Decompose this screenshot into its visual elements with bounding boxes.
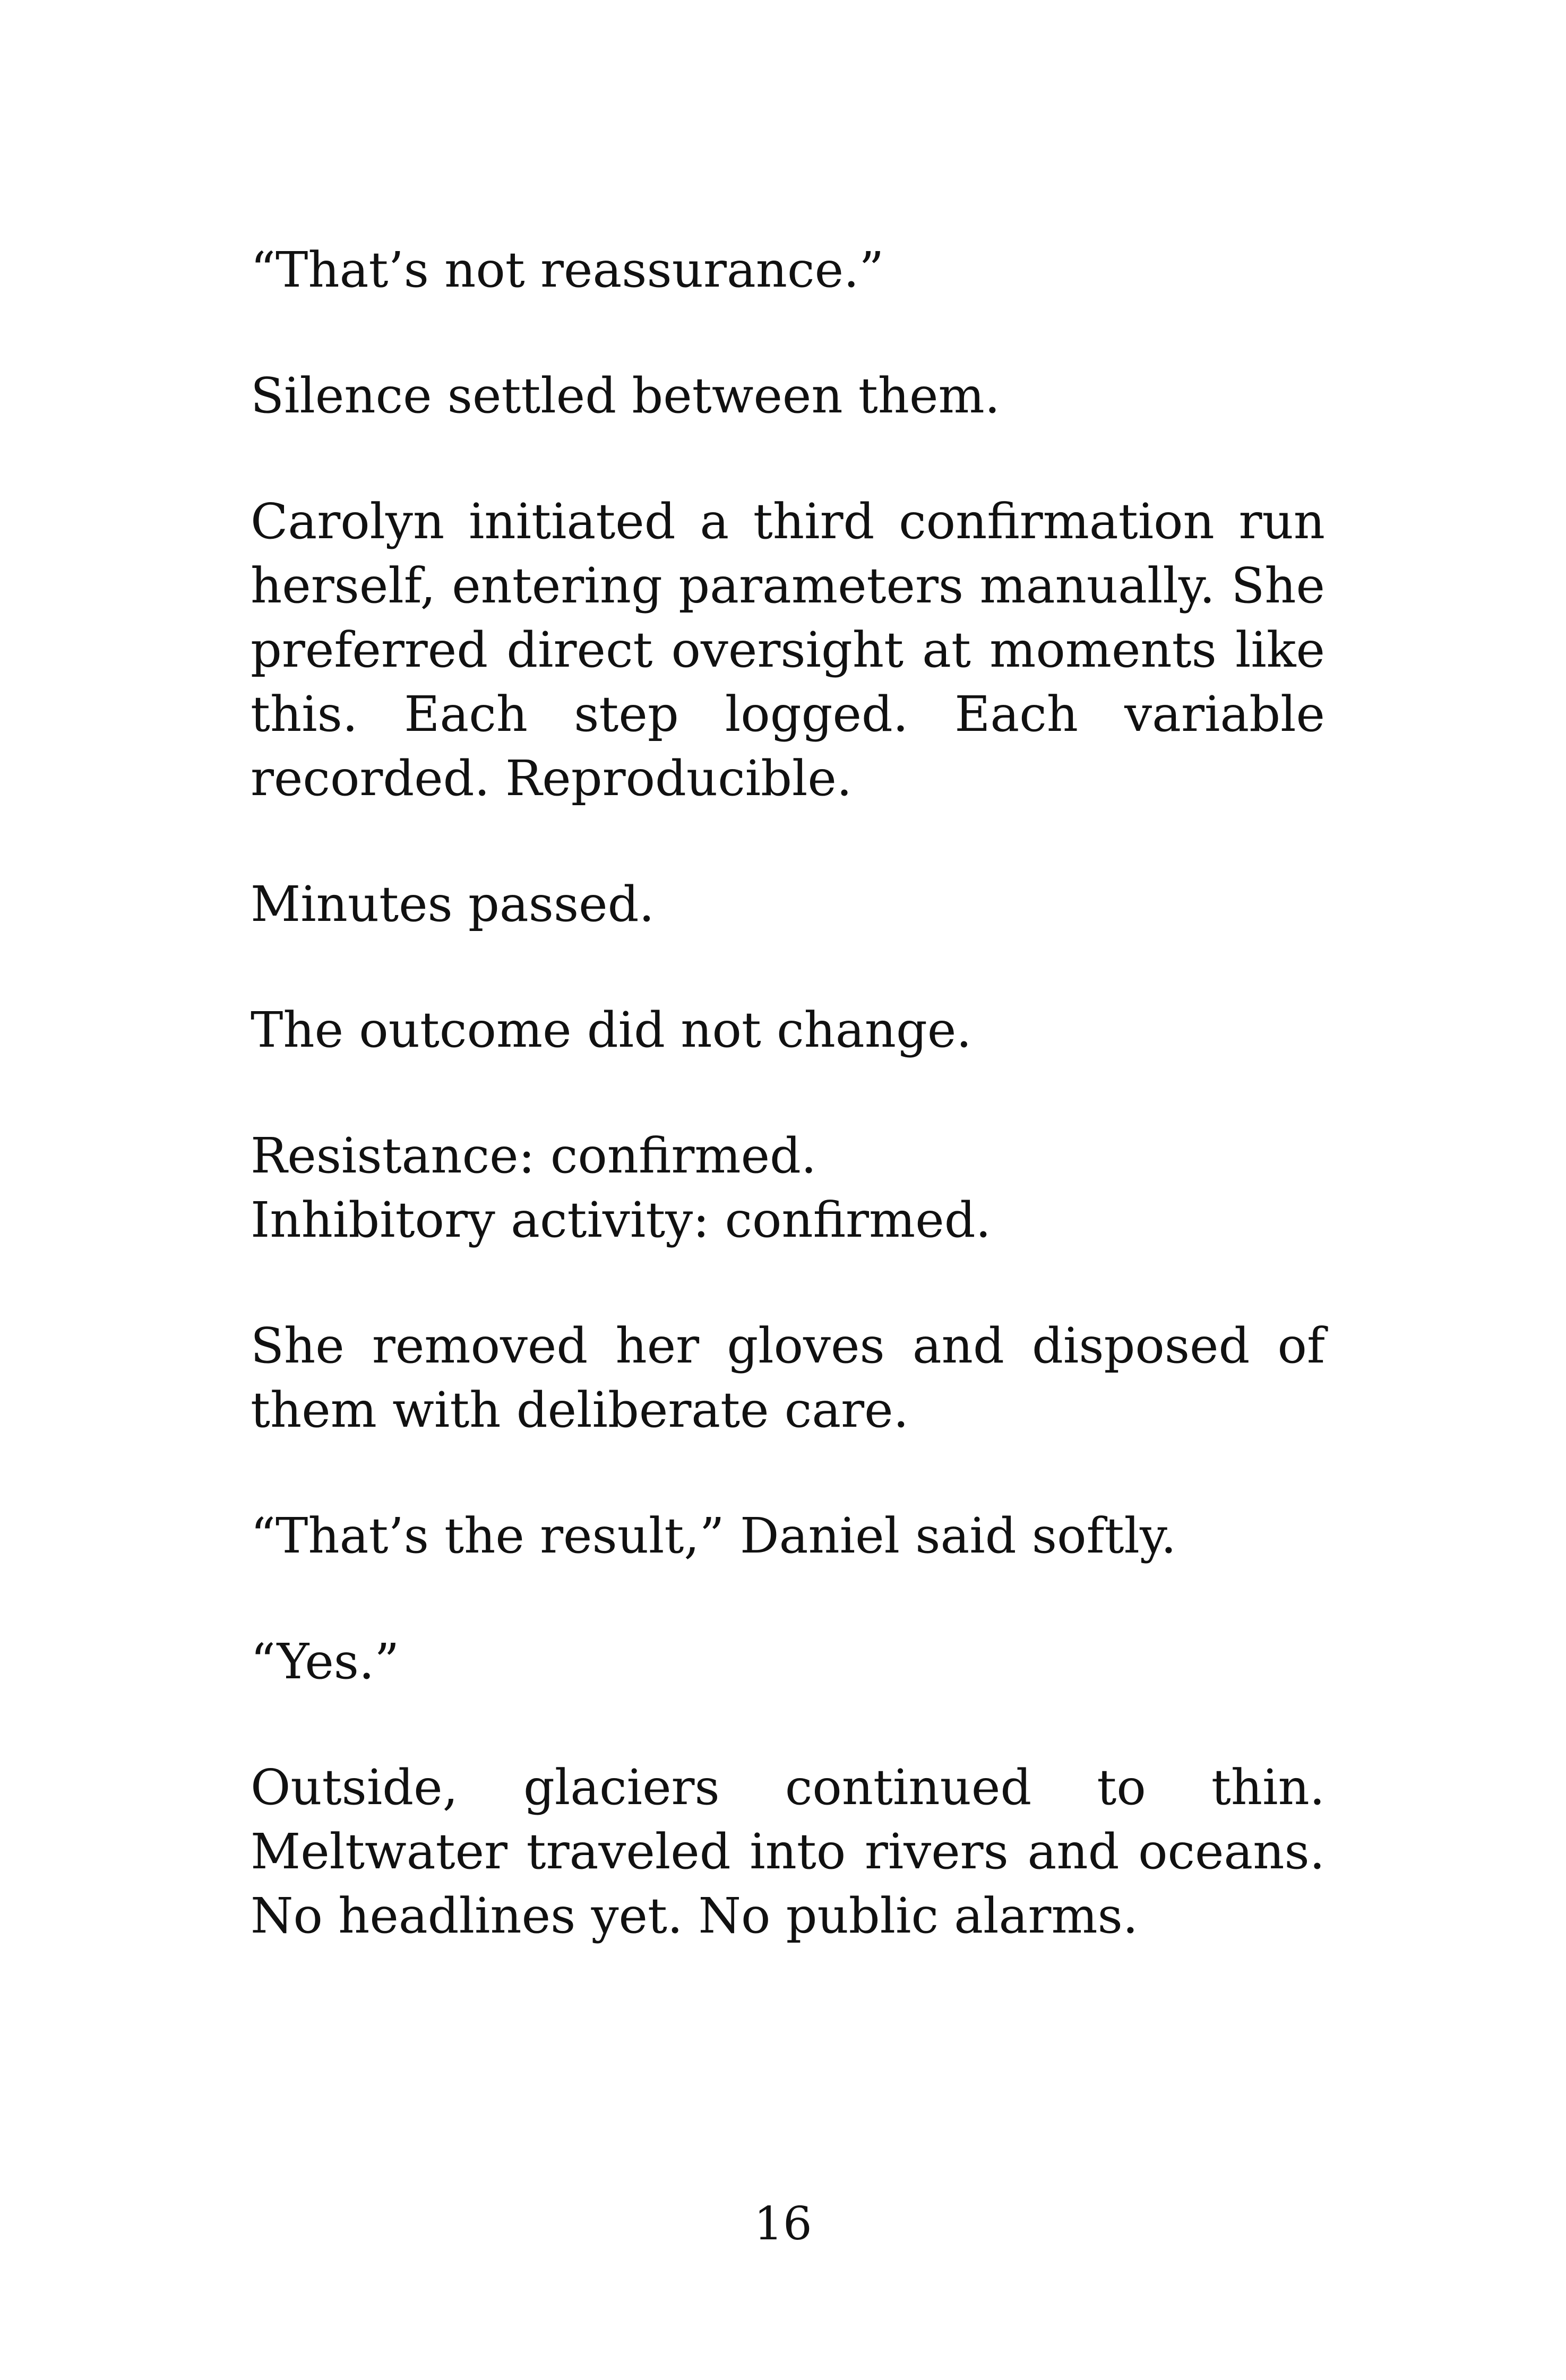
paragraph-yes: “Yes.” xyxy=(251,1633,400,1690)
paragraph-daniel-result: “That’s the result,” Daniel said softly. xyxy=(251,1507,1176,1564)
paragraph-outcome: The outcome did not change. xyxy=(251,1002,972,1058)
paragraph-confirmation-run: Carolyn initiated a third confirmation run herself, entering parameters manually. She preferred direct oversight at moments like this. Each step logged. Each variable recorded. Reproducible. xyxy=(251,493,1325,807)
paragraph-minutes-passed: Minutes passed. xyxy=(251,876,655,933)
paragraph-gloves: She removed her gloves and disposed of them with deliberate care. xyxy=(251,1317,1325,1438)
page-body-text xyxy=(251,238,1325,2010)
paragraph-silence: Silence settled between them. xyxy=(251,367,1000,424)
paragraph-reassurance: “That’s not reassurance.” xyxy=(251,242,884,298)
result-inhibitory-activity: Inhibitory activity: confirmed. xyxy=(251,1192,991,1248)
result-resistance: Resistance: confirmed. xyxy=(251,1127,817,1184)
page-number: 16 xyxy=(754,2197,812,2250)
paragraph-results xyxy=(251,1124,1325,1252)
paragraph-glaciers: Outside, glaciers continued to thin. Meltwater traveled into rivers and oceans. No headlines yet. No public alarms. xyxy=(251,1759,1325,1944)
